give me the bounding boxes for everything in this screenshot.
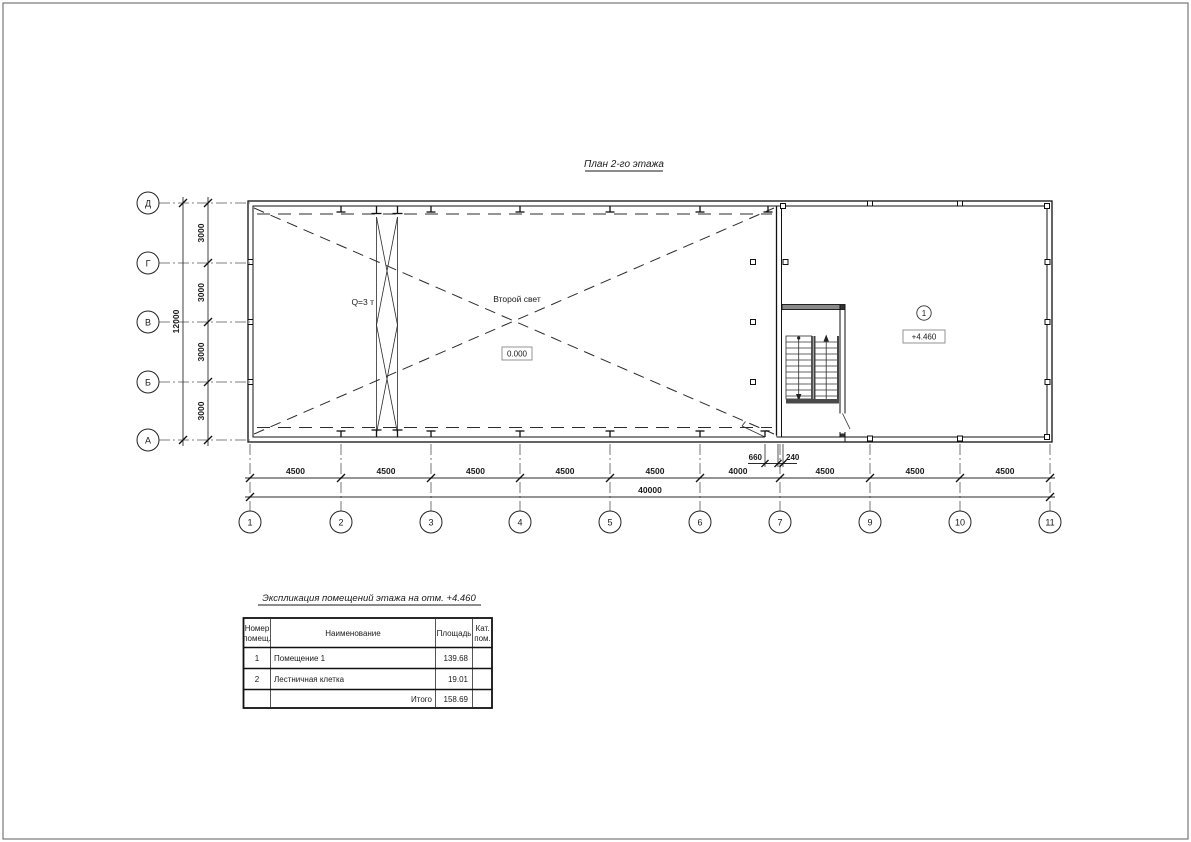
row2-num: 2 xyxy=(254,675,260,684)
column-grid xyxy=(239,444,1061,533)
col-label-5: 5 xyxy=(607,517,613,528)
row-label-v: В xyxy=(144,317,152,328)
dim-col-total: 40000 xyxy=(638,485,662,495)
second-light-opening xyxy=(254,208,774,434)
column-bubbles xyxy=(239,511,1061,533)
level-mark-0000: 0.000 xyxy=(506,349,528,359)
col-label-10: 10 xyxy=(954,517,966,528)
row1-area: 139.68 xyxy=(443,654,468,663)
col-label-7: 7 xyxy=(777,517,783,528)
dim-col-seg-3: 4500 xyxy=(466,466,485,476)
row-label-d: Д xyxy=(144,198,152,209)
col-label-6: 6 xyxy=(697,517,703,528)
table-row xyxy=(255,654,469,663)
col-label-1: 1 xyxy=(247,517,253,528)
col-label-11: 11 xyxy=(1045,517,1055,528)
crane-capacity-label: Q=3 т xyxy=(351,297,374,307)
dim-row-seg-4: 3000 xyxy=(196,401,206,421)
col-label-3: 3 xyxy=(428,517,434,528)
total-label: Итого xyxy=(411,695,432,704)
opening-dimension xyxy=(748,444,800,467)
total-area: 158.69 xyxy=(443,695,468,704)
room-number-text: 1 xyxy=(921,309,927,318)
header-cat-line1: Кат. xyxy=(475,624,490,633)
row-label-g: Г xyxy=(145,258,151,269)
second-light-label: Второй свет xyxy=(493,294,541,304)
explication-title: Экспликация помещений этажа на отм. +4.460 xyxy=(262,593,476,604)
stair-landing-edge xyxy=(786,399,839,404)
dim-col-seg-6: 4000 xyxy=(728,466,748,476)
staircase xyxy=(782,305,850,443)
dim-col-seg-2: 4500 xyxy=(376,466,396,476)
col-label-2: 2 xyxy=(338,517,344,528)
stair-door-leaf xyxy=(843,414,851,430)
header-area: Площадь xyxy=(436,629,472,638)
col-label-9: 9 xyxy=(867,517,873,528)
row2-area: 19.01 xyxy=(447,675,468,684)
table-header xyxy=(243,624,491,643)
sheet-frame xyxy=(3,3,1188,839)
crane-braced-column xyxy=(372,206,403,437)
exterior-walls xyxy=(248,201,1052,442)
header-num-line1: Номер xyxy=(244,624,270,633)
dim-col-seg-5: 4500 xyxy=(645,466,665,476)
header-cat-line2: пом. xyxy=(474,634,491,643)
header-num-line2: помещ. xyxy=(243,634,271,643)
explication-table xyxy=(243,593,492,708)
dim-col-seg-1: 4500 xyxy=(286,466,305,476)
table-row xyxy=(255,675,469,684)
dim-opening-660: 660 xyxy=(748,453,762,462)
steel-column-icons xyxy=(248,201,1050,441)
dim-row-total: 12000 xyxy=(171,309,181,334)
dim-row-seg-2: 3000 xyxy=(196,283,206,302)
level-mark-4460: +4.460 xyxy=(911,332,937,342)
dim-row-seg-3: 3000 xyxy=(196,342,206,362)
dim-col-seg-9: 4500 xyxy=(995,466,1015,476)
col-label-4: 4 xyxy=(517,517,523,528)
row-grid xyxy=(137,192,250,451)
plan-title-text: План 2-го этажа xyxy=(584,159,664,170)
row-label-a: А xyxy=(144,435,152,446)
row2-name: Лестничная клетка xyxy=(274,675,345,684)
plan-annotations xyxy=(351,294,945,360)
arrow-up-icon xyxy=(824,335,829,342)
table-total-row xyxy=(411,695,469,704)
dim-col-seg-7: 4500 xyxy=(815,466,835,476)
row1-name: Помещение 1 xyxy=(274,654,326,663)
row1-num: 1 xyxy=(254,654,260,663)
dim-row-seg-1: 3000 xyxy=(196,223,206,243)
row-label-b: Б xyxy=(145,377,151,388)
header-name: Наименование xyxy=(325,629,381,638)
dim-col-seg-8: 4500 xyxy=(905,466,925,476)
dim-col-seg-4: 4500 xyxy=(555,466,575,476)
drawing-title xyxy=(584,159,664,171)
dim-opening-240: 240 xyxy=(786,453,800,462)
